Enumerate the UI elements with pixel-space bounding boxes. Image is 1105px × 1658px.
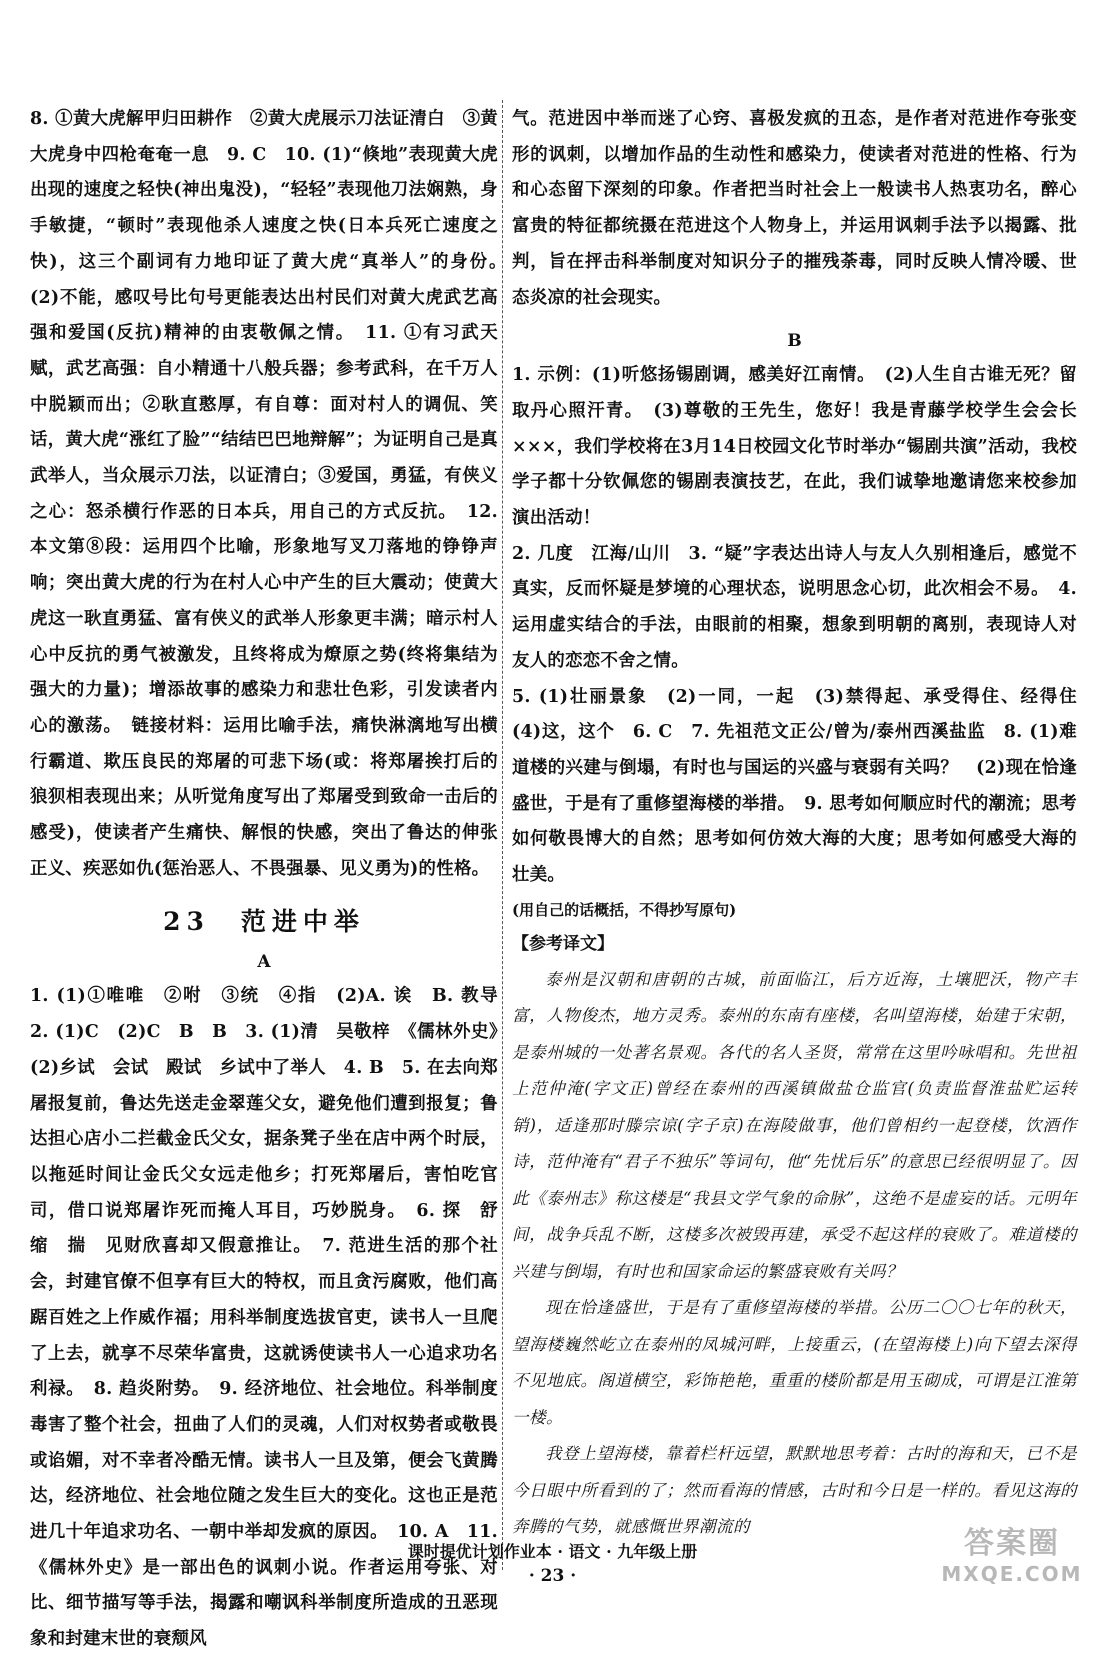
- column-divider: [502, 100, 503, 1570]
- answer-block-b-1: 1. 示例：(1)听悠扬锡剧调，感美好江南情。 (2)人生自古谁无死？留取丹心照汗青。 (3)尊敬的王先生，您好！我是青藤学校学生会会长×××，我们学校将在3月14日校园文化节时举办“锡剧共演”活动，我校学子都十分钦佩您的锡剧表演技艺，在此，我们诚挚地邀请您来校参加演出活动！: [512, 365, 1077, 529]
- book-title: 课时提优计划作业本 · 语文 · 九年级上册: [407, 1542, 698, 1561]
- answer-block-23-a: 1. (1)①唯唯 ②咐 ③统 ④指 (2)A. 诶 B. 教导 2. (1)C (2)C B B 3. (1)清 吴敬梓 《儒林外史》 (2)乡试 会试 殿试 乡试中了举人 4. B 5. 在去向郑屠报复前，鲁达先送走金翠莲父女，避免他们遭到报复；鲁达担心店小二拦截金氏父女，据条凳子坐在店中两个时辰，以拖延时间让金氏父女远走他乡；打死郑屠后，害怕吃官司，借口说郑屠诈死而掩人耳目，巧妙脱身。 6. 探 舒 缩 揣 见财欣喜却又假意推让。 7. 范进生活的那个社会，封建官僚不但享有巨大的特权，而且贪污腐败，他们高踞百姓之上作威作福；用科举制度选拔官吏，读书人一旦爬了上去，就享不尽荣华富贵，这就诱使读书人一心追求功名利禄。 8. 趋炎附势。 9. 经济地位、社会地位。科举制度毒害了整个社会，扭曲了人们的灵魂，人们对权势者或敬畏或谄媚，对不幸者冷酷无情。读书人一旦及第，便会飞黄腾达，经济地位、社会地位随之发生巨大的变化。这也正是范进几十年追求功名、一朝中举却发疯的原因。 10. A 11. 《儒林外史》是一部出色的讽刺小说。作者运用夸张、对比、细节描写等手法，揭露和嘲讽科举制度所造成的丑恶现象和封建末世的衰颓风: [30, 986, 516, 1650]
- right-column: [512, 102, 1095, 1546]
- translation-paragraph-2: 现在恰逢盛世，于是有了重修望海楼的举措。公历二〇〇七年的秋天，望海楼巍然屹立在泰州的凤城河畔，上接重云，(在望海楼上)向下望去深得不见地底。阁道横空，彩饰艳艳，重重的楼阶都是用玉砌成，可谓是江淮第一楼。: [512, 1298, 1077, 1427]
- section-title: 23 范进中举: [163, 907, 365, 937]
- site-watermark: [937, 1526, 1087, 1590]
- answer-block-23-a-continued: 气。范进因中举而迷了心窍、喜极发疯的丑态，是作者对范进作夸张变形的讽刺，以增加作品的生动性和感染力，使读者对范进的性格、行为和心态留下深刻的印象。作者把当时社会上一般读书人热衷功名，醉心富贵的特征都统摄在范进这个人物身上，并运用讽刺手法予以揭露、批判，旨在抨击科举制度对知识分子的摧残荼毒，同时反映人情冷暖、世态炎凉的社会现实。: [512, 109, 1077, 308]
- page-number: · 23 ·: [528, 1566, 577, 1586]
- answer-block-22-end: 8. ①黄大虎解甲归田耕作 ②黄大虎展示刀法证清白 ③黄大虎身中四枪奄奄一息 9. C 10. (1)“倏地”表现黄大虎出现的速度之轻快(神出鬼没)，“轻轻”表现他刀法娴熟，身手敏捷，“顿时”表现他杀人速度之快(日本兵死亡速度之快)，这三个副词有力地印证了黄大虎“真举人”的身份。 (2)不能，感叹号比句号更能表达出村民们对黄大虎武艺高强和爱国(反抗)精神的由衷敬佩之情。 11. ①有习武天赋，武艺高强：自小精通十八般兵器；参考武科，在千万人中脱颖而出；②耿直憨厚，有自尊：面对村人的调侃、笑话，黄大虎“涨红了脸”“结结巴巴地辩解”；为证明自己是真武举人，当众展示刀法，以证清白；③爱国，勇猛，有侠义之心：怒杀横行作恶的日本兵，用自己的方式反抗。 12. 本文第⑧段：运用四个比喻，形象地写叉刀落地的铮铮声响；突出黄大虎的行为在村人心中产生的巨大震动；使黄大虎这一耿直勇猛、富有侠义的武举人形象更丰满；暗示村人心中反抗的勇气被激发，且终将成为燎原之势(终将集结为强大的力量)；增添故事的感染力和悲壮色彩，引发读者内心的激荡。 链接材料：运用比喻手法，痛快淋漓地写出横行霸道、欺压良民的郑屠的可悲下场(或：将郑屠挨打后的狼狈相表现出来；从听觉角度写出了郑屠受到致命一击后的感受)，使读者产生痛快、解恨的快感，突出了鲁达的伸张正义、疾恶如仇(惩治恶人、不畏强暴、见义勇为)的性格。: [30, 109, 516, 879]
- section-a-label: A: [257, 952, 271, 973]
- answer-note: (用自己的话概括，不得抄写原句): [512, 900, 737, 919]
- translation-heading: 【参考译文】: [512, 933, 614, 954]
- translation-paragraph-1: 泰州是汉朝和唐朝的古城，前面临江，后方近海，土壤肥沃，物产丰富，人物俊杰，地方灵秀。泰州的东南有座楼，名叫望海楼，始建于宋朝，是泰州城的一处著名景观。各代的名人圣贤，常常在这里吟咏唱和。先世祖上范仲淹(字文正)曾经在泰州的西溪镇做盐仓监官(负责监督淮盐贮运转销)，适逢那时滕宗谅(字子京)在海陵做事，他们曾相约一起登楼，饮酒作诗，范仲淹有“君子不独乐”等词句，他“先忧后乐”的意思已经很明显了。因此《泰州志》称这楼是“我县文学气象的命脉”，这绝不是虚妄的话。元明年间，战争兵乱不断，这楼多次被毁再建，承受不起这样的衰败了。难道楼的兴建与倒塌，有时也和国家命运的繁盛衰败有关吗？: [512, 969, 1077, 1281]
- answer-block-b-2: 2. 几度 江海/山川 3. “疑”字表达出诗人与友人久别相逢后，感觉不真实，反而怀疑是梦境的心理状态，说明思念心切，此次相会不易。 4. 运用虚实结合的手法，由眼前的相聚，想象到明朝的离别，表现诗人对友人的恋恋不舍之情。: [512, 543, 1077, 671]
- translation-paragraph-3: 我登上望海楼，靠着栏杆远望，默默地思考着：古时的海和天，已不是今日眼中所看到的了；然而看海的情感，古时和今日是一样的。看见这海的奔腾的气势，就感慨世界潮流的: [512, 1444, 1077, 1537]
- watermark-logo-text: 答案圈: [964, 1526, 1060, 1561]
- answer-block-b-3: 5. (1)壮丽景象 (2)一同，一起 (3)禁得起、承受得住、经得住 (4)这，这个 6. C 7. 先祖范文正公/曾为/泰州西溪盐监 8. (1)难道楼的兴建与倒塌，有时也与国运的兴盛与衰弱有关吗？ (2)现在恰逢盛世，于是有了重修望海楼的举措。 9. 思考如何顺应时代的潮流；思考如何敬畏博大的自然；思考如何仿效大海的大度；思考如何感受大海的壮美。: [512, 686, 1095, 886]
- section-b-label: B: [787, 331, 802, 352]
- watermark-domain: MXQE.COM: [941, 1562, 1083, 1586]
- left-column: [30, 102, 516, 1658]
